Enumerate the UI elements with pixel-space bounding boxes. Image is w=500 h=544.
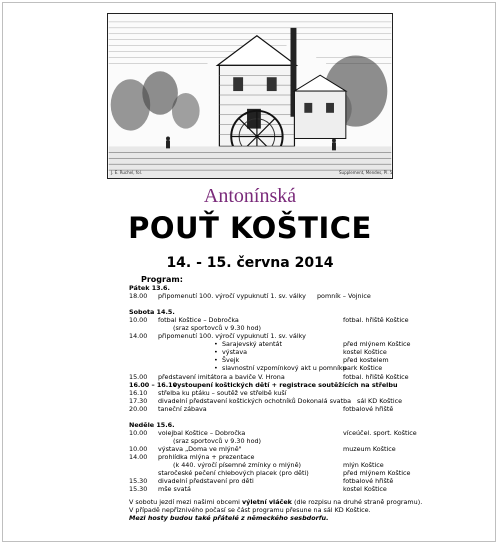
row-desc: • výstava	[222, 348, 247, 356]
spacer	[129, 300, 419, 308]
row-desc: představení imitátora a baviče V. Hrona	[158, 372, 285, 381]
subtitle: Antonínská	[203, 185, 297, 207]
schedule-row	[129, 381, 419, 389]
row-place: víceúčel. sport. Koštice	[343, 428, 417, 437]
watermill-engraving	[108, 14, 392, 178]
schedule-row	[129, 461, 419, 469]
schedule-row	[129, 356, 419, 364]
footer-text: (dle rozpisu na druhé straně programu).	[291, 498, 423, 507]
day-heading-sunday: Neděle 15.6.	[129, 420, 175, 429]
program-content	[129, 275, 423, 523]
row-desc: • slavnostní vzpomínkový akt u pomníku	[222, 364, 346, 372]
schedule-row	[129, 364, 419, 372]
day-heading-saturday: Sobota 14.5.	[129, 308, 175, 317]
row-time: 14.00	[129, 452, 148, 461]
schedule-row	[129, 485, 419, 493]
schedule-row	[129, 405, 419, 413]
footer-note-weather: V případě nepříznivého počasí se část programu přesune na sál KD Koštice.	[129, 506, 371, 515]
schedule-row	[129, 373, 419, 381]
schedule-row	[129, 477, 419, 485]
footer-note-train	[129, 498, 423, 507]
row-time: 16.10	[129, 388, 148, 397]
row-time: 20.00	[129, 404, 148, 413]
row-place: fotbalové hřiště	[343, 404, 394, 413]
row-time: 15.30	[129, 485, 148, 494]
row-place: kostel Koštice	[343, 485, 387, 494]
schedule-row	[129, 340, 419, 348]
row-desc: prohlídka mlýna + prezentace	[158, 452, 255, 461]
schedule-row	[129, 324, 419, 332]
row-desc: (k 440. výročí písemné zmínky o mlýně)	[173, 461, 301, 470]
poster-page	[2, 2, 496, 542]
row-place: mlýn Koštice	[343, 461, 384, 470]
row-place: před kostelem	[343, 356, 389, 365]
row-time: 10.00	[129, 428, 148, 437]
row-desc: staročeské pečení chlebových placek (pro děti)	[158, 469, 309, 478]
row-desc: fotbal Koštice – Dobročka	[158, 316, 239, 325]
row-time: 17.30	[129, 396, 148, 405]
row-desc: (sraz sportovců v 9.30 hod)	[173, 436, 262, 445]
watermill-engraving-image	[107, 13, 393, 179]
row-place: před mlýnem Koštice	[343, 469, 411, 478]
row-desc: (sraz sportovců v 9.30 hod)	[173, 324, 262, 333]
event-dates: 14. - 15. června 2014	[166, 255, 334, 271]
row-desc: mše svatá	[158, 485, 191, 494]
row-desc: výstava „Doma ve mlýně"	[158, 444, 242, 453]
schedule-row	[129, 389, 419, 397]
row-time: 14.00	[129, 332, 148, 341]
row-time: 10.00	[129, 316, 148, 325]
page-title: POUŤ KOŠTICE	[128, 211, 372, 245]
row-desc: střelba ku ptáku – soutěž ve střelbě kuší	[158, 388, 287, 397]
row-desc: taneční zábava	[158, 404, 207, 413]
program-heading: Program:	[141, 275, 183, 284]
row-desc: připomenutí 100. výročí vypuknutí 1. sv. války	[158, 332, 306, 341]
schedule-row	[129, 469, 419, 477]
row-time: 16.00 – 16.10	[129, 380, 178, 389]
schedule-row	[129, 437, 419, 445]
schedule-row	[129, 453, 419, 461]
schedule-row	[129, 397, 419, 405]
row-desc: divadelní představení koštických ochotníků Dokonalá svatba	[158, 396, 352, 405]
row-place: pomník – Vojnice	[317, 292, 371, 301]
row-desc: • Sarajevský atentát	[222, 340, 282, 348]
row-desc: • Švejk	[222, 356, 239, 364]
footer-note-guests: Mezi hosty budou také přátelé z německého sesbdorfu.	[129, 514, 329, 523]
row-place: před mlýnem Koštice	[343, 340, 411, 349]
schedule-row	[129, 332, 419, 340]
footer-text: V sobotu jezdí mezi našimi obcemi	[129, 498, 242, 507]
footer-train-highlight: výletní vláček	[242, 498, 292, 507]
schedule-row	[129, 445, 419, 453]
row-place: fotbalové hřiště	[343, 477, 394, 486]
row-desc: divadelní představení pro děti	[158, 477, 254, 486]
schedule-row	[129, 316, 419, 324]
row-place: sál KD Koštice	[357, 396, 403, 405]
row-time: 15.00	[129, 372, 148, 381]
row-time: 10.00	[129, 444, 148, 453]
row-desc: vystoupení koštických dětí + registrace soutěžících na střelbu	[173, 380, 398, 389]
row-desc: připomenutí 100. výročí vypuknutí 1. sv. války	[158, 292, 306, 301]
row-time: 18.00	[129, 292, 148, 301]
row-time: 15.30	[129, 477, 148, 486]
engraving-credit-right: Supplement, Mendes, Pl. 5	[339, 170, 393, 175]
engraving-credit-left: J. E. Ruchel, fol.	[111, 170, 143, 175]
schedule-row	[129, 292, 419, 300]
row-place: muzeum Koštice	[343, 444, 396, 453]
row-place: kostel Koštice	[343, 348, 387, 357]
schedule-row	[129, 429, 419, 437]
schedule-row	[129, 348, 419, 356]
spacer	[129, 413, 419, 421]
row-place: fotbal. hřiště Koštice	[343, 372, 409, 381]
row-place: park Koštice	[343, 364, 383, 373]
day-heading-friday: Pátek 13.6.	[129, 284, 170, 292]
row-desc: volejbal Koštice – Dobročka	[158, 428, 246, 437]
row-place: fotbal. hřiště Koštice	[343, 316, 409, 325]
